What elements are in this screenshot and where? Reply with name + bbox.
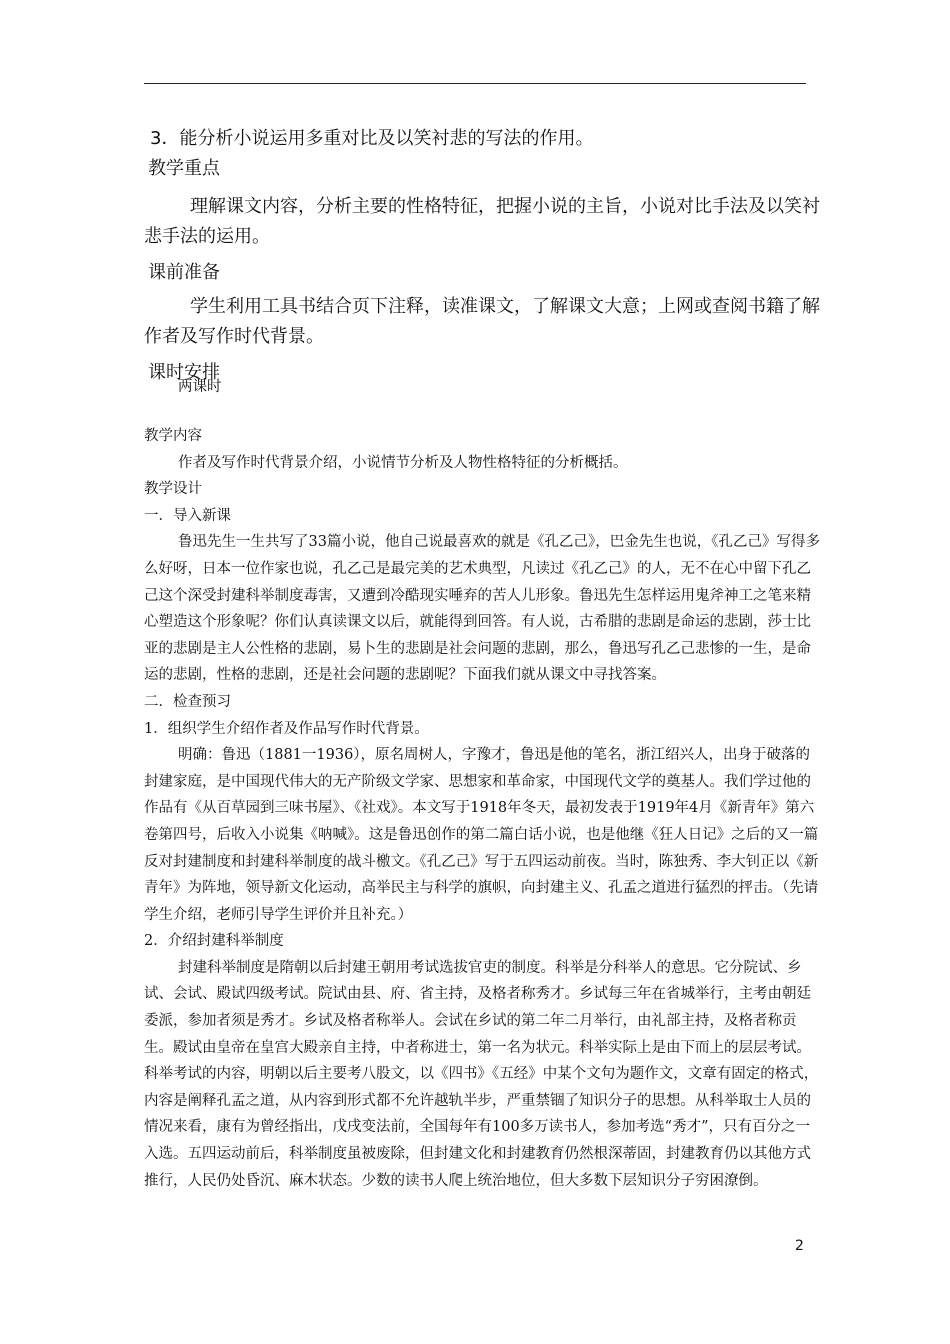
prep-heading: 课前准备: [148, 262, 220, 283]
section1-heading: 一．导入新课: [144, 507, 231, 524]
top-section: [144, 124, 820, 388]
design-heading: 教学设计: [144, 481, 202, 498]
item2-heading: 2．介绍封建科举制度: [144, 933, 284, 950]
objective-3: 3．能分析小说运用多重对比及以笑衬悲的写法的作用。: [150, 128, 594, 149]
content-heading: 教学内容: [144, 428, 202, 444]
item1-heading: 1．组织学生介绍作者及作品写作时代背景。: [144, 720, 429, 737]
body-section: [144, 423, 820, 1194]
item2-text: 封建科举制度是隋朝以后封建王朝用考试选拔官吏的制度。科举是分科举人的意思。它分院试、乡试、会试、殿试四级考试。院试由县、府、省主持，及格者称秀才。乡试每三年在省城举行，主考由朝廷委派，参加者须是秀才。乡试及格者称举人。会试在乡试的第二年二月举行，由礼部主持，及格者称贡生。殿试由皇帝在皇宫大殿亲自主持，中者称进士，第一名为状元。科举实际上是由下而上的层层考试。科举考试的内容，明朝以后主要考八股文，以《四书》《五经》中某个文句为题作文，文章有固定的格式，内容是阐释孔孟之道，从内容到形式都不允许越轨半步，严重禁锢了知识分子的思想。从科举取士人员的情况来看，康有为曾经指出，戊戌变法前，全国每年有100多万读书人，参加考选“秀才”，只有百分之一入选。五四运动前后，科举制度虽被废除，但封建文化和封建教育仍然根深蒂固，封建教育仍以其他方式推行，人民仍处昏沉、麻木状态。少数的读书人爬上统治地位，但大多数下层知识分子穷困潦倒。: [144, 959, 819, 1189]
item1-text: 明确：鲁迅（1881一1936），原名周树人，字豫才，鲁迅是他的笔名，浙江绍兴人，出身于破落的封建家庭，是中国现代伟大的无产阶级文学家、思想家和革命家，中国现代文学的奠基人。我们学过他的作品有《从百草园到三味书屋》、《社戏》。本文写于1918年冬天，最初发表于1919年4月《新青年》第六卷第四号，后收入小说集《呐喊》。这是鲁迅创作的第二篇白话小说，也是他继《狂人日记》之后的又一篇反对封建制度和封建科举制度的战斗檄文。《孔乙己》写于五四运动前夜。当时，陈独秀、李大钊正以《新青年》为阵地，领导新文化运动，高举民主与科学的旗帜，向封建主义、孔孟之道进行猛烈的抨击。（先请学生介绍，老师引导学生评价并且补充。）: [144, 747, 819, 923]
section1-text: 鲁迅先生一生共写了33篇小说，他自己说最喜欢的就是《孔乙己》，巴金先生也说，《孔乙己》写得多么好呀，日本一位作家也说，孔乙己是最完美的艺术典型，凡读过《孔乙己》的人，无不在心中留下孔乙己这个深受封建科举制度毒害，又遭到冷酷现实唾弃的苦人儿形象。鲁迅先生怎样运用鬼斧神工之笔来精心塑造这个形象呢？你们认真读课文以后，就能得到回答。有人说，古希腊的悲剧是命运的悲剧，莎士比亚的悲剧是主人公性格的悲剧，易卜生的悲剧是社会问题的悲剧，那么，鲁迅写孔乙己悲惨的一生，是命运的悲剧，性格的悲剧，还是社会问题的悲剧呢？下面我们就从课文中寻找答案。: [144, 534, 820, 684]
page-number: 2: [795, 1238, 804, 1254]
schedule-text: 两课时: [178, 379, 222, 395]
key-points-text: 理解课文内容，分析主要的性格特征，把握小说的主旨，小说对比手法及以笑衬悲手法的运用。: [144, 196, 820, 247]
schedule-heading: 课时安排: [148, 362, 220, 383]
content-text: 作者及写作时代背景介绍，小说情节分析及人物性格特征的分析概括。: [178, 454, 628, 471]
key-points-heading: 教学重点: [148, 158, 220, 179]
section2-heading: 二．检查预习: [144, 693, 231, 710]
prep-text: 学生利用工具书结合页下注释，读准课文，了解课文大意；上网或查阅书籍了解作者及写作时代背景。: [144, 296, 820, 347]
header-rule: [144, 83, 806, 84]
